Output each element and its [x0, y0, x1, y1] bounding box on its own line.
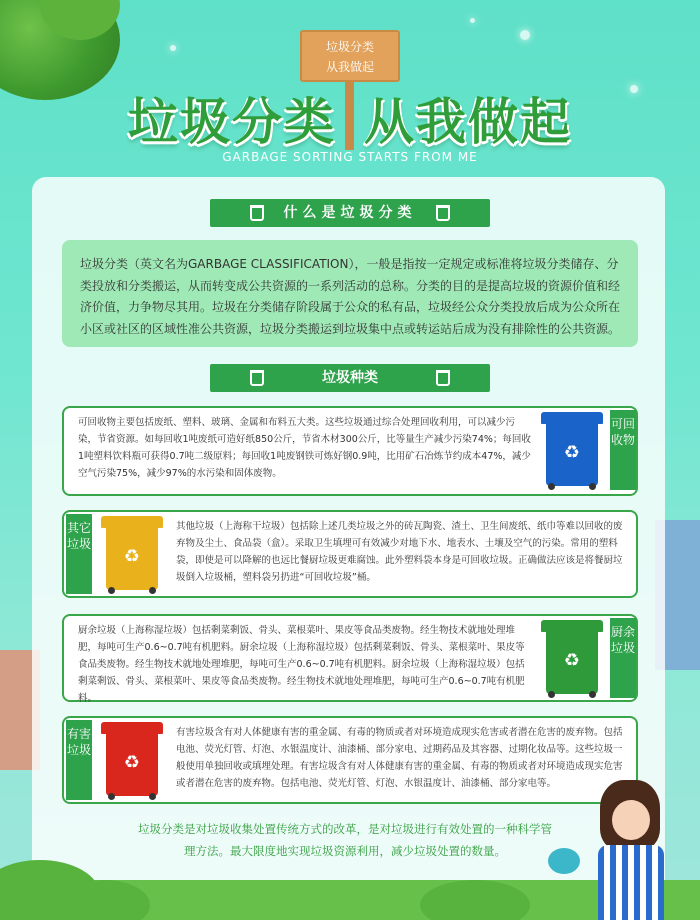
category-text: 有害垃圾含有对人体健康有害的重金属、有毒的物质或者对环境造成现实危害或者潜在危害的废弃物。包括电池、荧光灯管、灯泡、水银温度计、油漆桶、部分家电、过期药品及其容器、过期化妆品等。这些垃圾一般使用单独回收或填埋处理。有害垃圾含有对人体健康有害的重金属、有毒的物质或者对环境造成现实危害或者潜在危害的废弃物。包括电池、荧光灯管、灯泡、水银温度计、油漆桶、部分家电等。 [176, 727, 623, 789]
girl-face [612, 800, 650, 840]
category-card-recyclable [62, 406, 638, 496]
subtitle: GARBAGE SORTING STARTS FROM ME [222, 150, 478, 164]
title-part-1: 垃圾分类 [128, 93, 336, 151]
closing-line-1: 垃圾分类是对垃圾收集处置传统方式的改革，是对垃圾进行有效处置的一种科学管 [138, 822, 552, 836]
category-text: 厨余垃圾（上海称湿垃圾）包括剩菜剩饭、骨头、菜根菜叶、果皮等食品类废物。经生物技术就地处理堆肥，每吨可生产0.6~0.7吨有机肥料。厨余垃圾（上海称湿垃圾）包括剩菜剩饭、骨头、菜根菜叶、果皮等食品类废物。经生物技术就地处理堆肥，每吨可生产0.6~0.7吨有机肥料。厨余垃圾（上海称湿垃圾）包括剩菜剩饭、骨头、菜根菜叶、果皮等食品类废物。经生物技术就地处理堆肥，每吨可生产0.6~0.7吨有机肥料。 [78, 625, 525, 704]
section-header-what [210, 199, 490, 227]
sign-board [300, 30, 400, 82]
recycle-icon: ♻ [123, 546, 141, 567]
title-part-2: 从我做起 [364, 93, 572, 151]
red-bin [104, 722, 160, 800]
trash-icon [250, 370, 264, 386]
yellow-bin [104, 516, 160, 594]
category-tag: 有害垃圾 [66, 720, 92, 800]
category-text: 可回收物主要包括废纸、塑料、玻璃、金属和布料五大类。这些垃圾通过综合处理回收利用，可以减少污染，节省资源。如每回收1吨废纸可造好纸850公斤，节省木材300公斤，比等量生产减少污染74%；每回收1吨塑料饮料瓶可获得0.7吨二级原料；每回收1吨废钢铁可炼好钢0.9吨，比用矿石冶炼节约成本47%，减少空气污染75%，减少97%的水污染和固体废物。 [78, 417, 531, 479]
trash-icon [436, 205, 450, 221]
green-bin [544, 620, 600, 698]
watering-can-icon [548, 848, 580, 874]
category-card-hazardous [62, 716, 638, 804]
closing-line-2: 理方法。最大限度地实现垃圾资源利用，减少垃圾处置的数量。 [184, 844, 506, 858]
category-card-kitchen [62, 614, 638, 702]
intro-box [62, 240, 638, 347]
sign-line-1: 垃圾分类 [325, 40, 374, 54]
section-header-types [210, 364, 490, 392]
category-tag: 其它垃圾 [66, 514, 92, 594]
recycle-icon: ♻ [563, 650, 581, 671]
girl-dress [598, 845, 664, 920]
sparkle-decoration [520, 30, 530, 40]
trash-icon [436, 370, 450, 386]
recycle-icon: ♻ [123, 752, 141, 773]
sparkle-decoration [470, 18, 475, 23]
category-tag: 可回收物 [610, 410, 636, 490]
section-title: 垃圾种类 [322, 370, 378, 386]
category-text: 其他垃圾（上海称干垃圾）包括除上述几类垃圾之外的砖瓦陶瓷、渣土、卫生间废纸、纸巾等难以回收的废弃物及尘土、食品袋（盒）。采取卫生填埋可有效减少对地下水、地表水、土壤及空气的污染。常用的塑料袋，即使是可以降解的也远比餐厨垃圾更难腐蚀。此外塑料袋本身是可回收垃圾。正确做法应该是将餐厨垃圾倒入垃圾桶，塑料袋另扔进“可回收垃圾”桶。 [176, 521, 623, 583]
section-title: 什么是垃圾分类 [283, 205, 417, 221]
main-title [0, 82, 700, 154]
recycle-icon: ♻ [563, 442, 581, 463]
blue-bin [544, 412, 600, 490]
category-tag: 厨余垃圾 [610, 618, 636, 698]
trash-icon [250, 205, 264, 221]
sparkle-decoration [170, 45, 176, 51]
closing-text [110, 818, 580, 862]
category-card-other [62, 510, 638, 598]
sign-line-2: 从我做起 [325, 60, 374, 74]
intro-text: 垃圾分类（英文名为GARBAGE CLASSIFICATION），一般是指按一定规定或标准将垃圾分类储存、分类投放和分类搬运，从而转变成公共资源的一系列活动的总称。分类的目的是提高垃圾的资源价值和经济价值，力争物尽其用。垃圾在分类储存阶段属于公众的私有品，垃圾经公众分类投放后成为公众所在小区或社区的区域性准公共资源，垃圾分类搬运到垃圾集中点或转运站后成为没有排除性的公共资源。 [80, 257, 621, 336]
